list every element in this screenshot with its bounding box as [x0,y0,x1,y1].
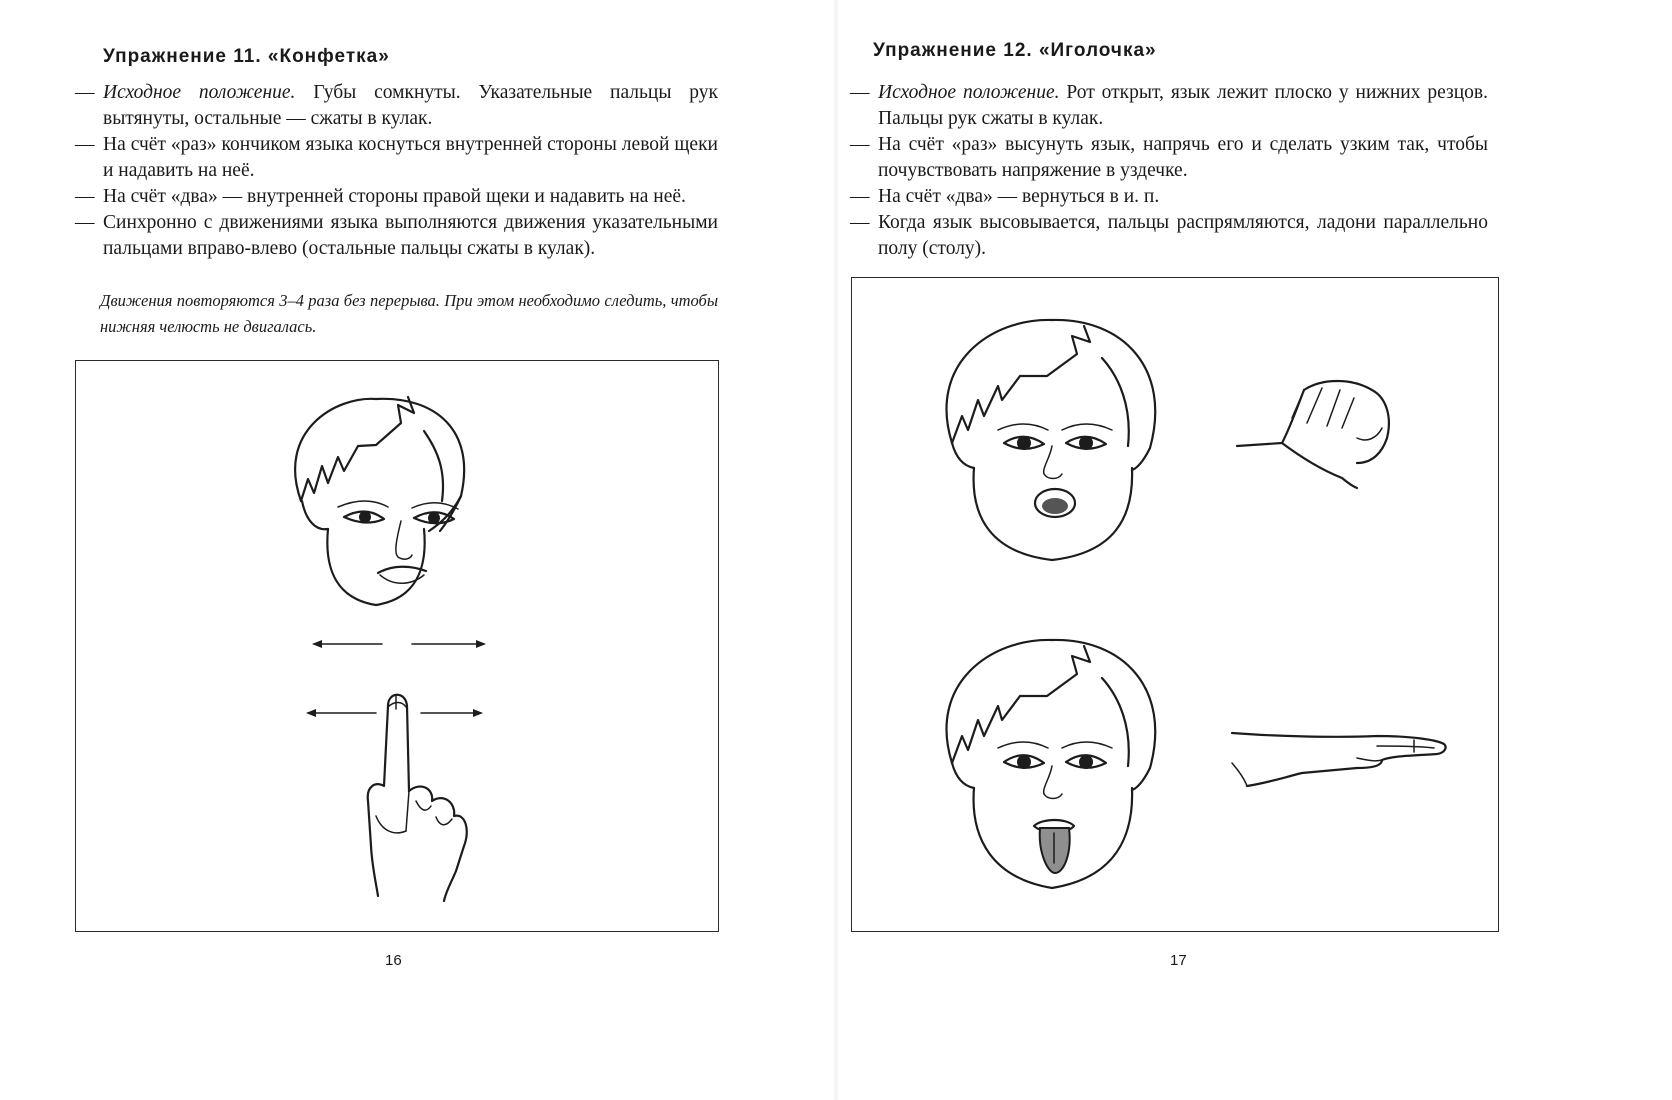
step-item [75,132,718,184]
exercise-12-steps [850,80,1488,262]
exercise-12-title: Упражнение 12. «Иголочка» [873,40,1157,61]
step-item [850,132,1488,184]
face-icon [295,397,464,605]
step-item [850,80,1488,132]
step-item [75,210,718,262]
page-17 [836,0,1672,1100]
dash-mark: — [850,82,870,103]
step-item [850,210,1488,262]
step-text: На счёт «раз» кончиком языка коснуться внутренней стороны левой щеки и надавить на неё. [103,134,718,181]
step-text: Губы сомкнуты. Указательные пальцы рук вытянуты, остальные — сжаты в кулак. [103,82,718,129]
step-lead: Исходное положение. [878,82,1060,103]
exercise-11-illustration-frame [75,360,719,932]
exercise-11-illustration [76,361,718,931]
page-number: 17 [1170,952,1187,969]
dash-mark: — [850,212,870,233]
page-number: 16 [385,952,402,969]
flat-hand-icon [1232,733,1446,786]
exercise-11-steps [75,80,718,262]
step-text: На счёт «раз» высунуть язык, напрячь его и сделать узким так, чтобы почувствовать напряжение в уздечке. [878,134,1488,181]
dash-mark: — [75,186,95,207]
exercise-12-illustration [852,278,1498,931]
step-text: На счёт «два» — внутренней стороны правой щеки и надавить на неё. [103,186,686,207]
exercise-11-title: Упражнение 11. «Конфетка» [103,46,390,67]
step-text: Когда язык высовывается, пальцы распрямляются, ладони параллельно полу (столу). [878,212,1488,259]
face-icon [947,640,1156,888]
step-text: Рот открыт, язык лежит плоско у нижних резцов. Пальцы рук сжаты в кулак. [878,82,1488,129]
step-item [850,184,1488,210]
step-text: На счёт «два» — вернуться в и. п. [878,186,1160,207]
exercise-12-illustration-frame [851,277,1499,932]
exercise-11-note: Движения повторяются 3–4 раза без перерыва. При этом необходимо следить, чтобы нижняя челюсть не двигалась. [100,291,718,336]
dash-mark: — [850,134,870,155]
dash-mark: — [75,134,95,155]
fist-icon [1237,381,1389,488]
dash-mark: — [75,82,95,103]
dash-mark: — [850,186,870,207]
step-item [75,80,718,132]
step-lead: Исходное положение. [103,82,296,103]
step-text: Синхронно с движениями языка выполняются движения указательными пальцами вправо-влево (остальные пальцы сжаты в кулак). [103,212,718,259]
index-finger-icon [368,695,467,901]
step-item [75,184,718,210]
dash-mark: — [75,212,95,233]
face-icon [947,320,1156,560]
